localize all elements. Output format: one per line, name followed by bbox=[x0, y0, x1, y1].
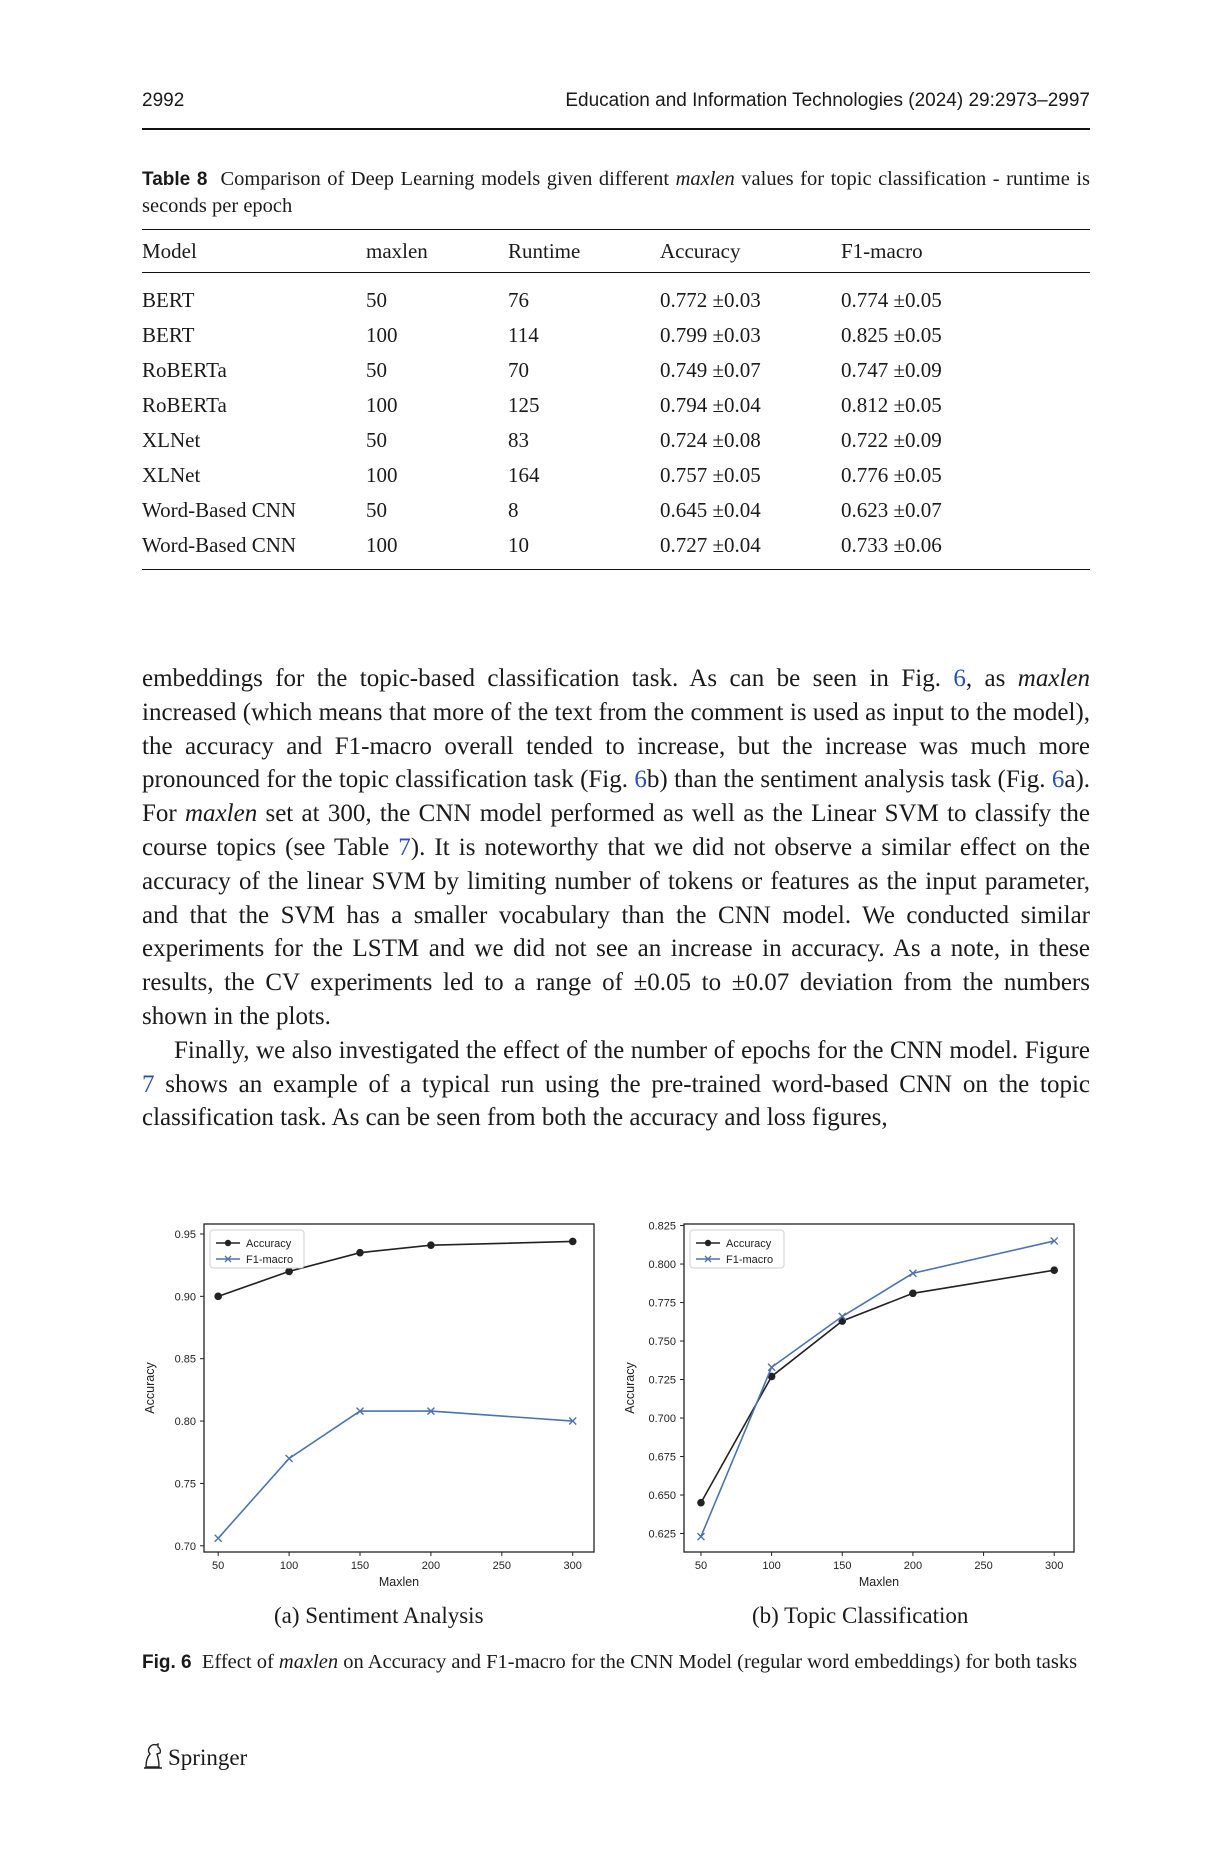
figure-link[interactable]: 6 bbox=[634, 766, 647, 794]
x-tick-label: 150 bbox=[350, 1560, 370, 1572]
y-tick-label: 0.800 bbox=[648, 1259, 676, 1272]
x-tick-label: 150 bbox=[833, 1560, 852, 1572]
body-text bbox=[142, 662, 1090, 1135]
page-header bbox=[142, 90, 1090, 130]
y-tick-label: 0.85 bbox=[174, 1353, 196, 1366]
table-caption bbox=[142, 166, 1090, 220]
figure-label: Fig. 6 bbox=[142, 1652, 192, 1673]
table-header-row bbox=[142, 230, 1090, 273]
x-tick-label: 200 bbox=[421, 1560, 441, 1572]
table-cell: 0.645 ±0.04 bbox=[660, 498, 761, 522]
column-header: Runtime bbox=[508, 230, 660, 273]
x-axis-label: Maxlen bbox=[378, 1575, 420, 1589]
plot-area bbox=[204, 1224, 594, 1552]
figure-caption-emphasis: maxlen bbox=[278, 1651, 339, 1673]
table-cell: RoBERTa bbox=[142, 393, 227, 417]
figure-caption-text-1: Effect of bbox=[201, 1651, 274, 1673]
page-footer bbox=[142, 1743, 247, 1771]
table-cell: 83 bbox=[508, 428, 529, 452]
column-header: Accuracy bbox=[660, 230, 841, 273]
column-header: F1-macro bbox=[841, 230, 1090, 273]
table-cell: 100 bbox=[366, 528, 508, 570]
table-cell: 50 bbox=[366, 288, 387, 312]
table-label: Table 8 bbox=[142, 169, 208, 190]
table-cell: 50 bbox=[366, 498, 387, 522]
data-point bbox=[569, 1238, 577, 1246]
journal-reference: Education and Information Technologies (2024) 29:2973–2997 bbox=[565, 90, 1090, 111]
x-tick-label: 250 bbox=[974, 1560, 993, 1572]
table-caption-text-2: values for topic classification - runtime is seconds per epoch bbox=[142, 168, 1091, 217]
table-cell: 100 bbox=[366, 393, 398, 417]
table-row bbox=[142, 388, 1090, 423]
table-cell: 164 bbox=[508, 463, 540, 487]
publisher-name: Springer bbox=[168, 1745, 248, 1770]
table-link[interactable]: 7 bbox=[398, 833, 411, 861]
table-cell: 0.727 ±0.04 bbox=[660, 528, 841, 570]
results-table bbox=[142, 229, 1090, 570]
table-cell: 0.825 ±0.05 bbox=[841, 323, 942, 347]
table-cell: 50 bbox=[366, 428, 387, 452]
table-cell: 50 bbox=[366, 358, 387, 382]
table-caption-text-1: Comparison of Deep Learning models given different bbox=[220, 168, 670, 190]
x-tick-label: 50 bbox=[694, 1560, 708, 1572]
data-point bbox=[427, 1241, 435, 1249]
paragraph: embeddings for the topic-based classification task. As can be seen in Fig. 6, as maxlen increased (which means that more of the text from the comment is used as input to the model), the accuracy and F1-macro overall tended to increase, but the increase was much more pronounced for the topic classification task (Fig. 6b) than the sentiment analysis task (Fig. 6a). For maxlen set at 300, the CNN model performed as well as the Linear SVM to classify the course topics (see Table 7). It is noteworthy that we did not observe a similar effect on the accuracy of the linear SVM by limiting number of tokens or features as the input parameter, and that the SVM has a smaller vocabulary than the CNN model. We conducted similar experiments for the LSTM and we did not see an increase in accuracy. As a note, in these results, the CV experiments led to a range of ±0.05 to ±0.07 deviation from the numbers shown in the plots. bbox=[142, 665, 1091, 1030]
table-cell: 0.733 ±0.06 bbox=[841, 528, 1090, 570]
y-tick-label: 0.95 bbox=[174, 1228, 196, 1241]
x-axis-label: Maxlen bbox=[858, 1575, 900, 1589]
table-cell: 0.747 ±0.09 bbox=[841, 358, 942, 382]
table-row bbox=[142, 423, 1090, 458]
y-axis-label: Accuracy bbox=[143, 1362, 157, 1414]
y-tick-label: 0.70 bbox=[174, 1540, 196, 1553]
data-point bbox=[697, 1499, 705, 1507]
table-cell: 0.757 ±0.05 bbox=[660, 463, 761, 487]
table-cell: 0.812 ±0.05 bbox=[841, 393, 942, 417]
data-point bbox=[909, 1289, 917, 1297]
legend bbox=[690, 1230, 784, 1268]
y-tick-label: 0.775 bbox=[648, 1297, 676, 1310]
table-cell: 0.776 ±0.05 bbox=[841, 463, 942, 487]
legend-entry: Accuracy bbox=[246, 1238, 292, 1250]
legend-entry: Accuracy bbox=[726, 1238, 772, 1250]
table-row bbox=[142, 528, 1090, 570]
subfigure-caption-b: (b) Topic Classification bbox=[752, 1603, 969, 1628]
table-cell: RoBERTa bbox=[142, 358, 227, 382]
table-row bbox=[142, 353, 1090, 388]
table-row bbox=[142, 318, 1090, 353]
figure-link[interactable]: 6 bbox=[1051, 766, 1065, 794]
table-cell: BERT bbox=[142, 323, 195, 347]
data-point bbox=[285, 1268, 293, 1276]
subfigure-caption-a: (a) Sentiment Analysis bbox=[274, 1603, 484, 1628]
table-cell: 70 bbox=[508, 358, 529, 382]
y-tick-label: 0.625 bbox=[648, 1528, 676, 1541]
table-row bbox=[142, 273, 1090, 319]
table-row bbox=[142, 493, 1090, 528]
chart-sentiment-analysis bbox=[140, 1200, 600, 1589]
table-cell: BERT bbox=[142, 288, 195, 312]
table-cell: 10 bbox=[508, 528, 660, 570]
page-number: 2992 bbox=[142, 90, 185, 111]
table-cell: 100 bbox=[366, 463, 398, 487]
figure-caption bbox=[142, 1649, 1090, 1676]
x-tick-label: 100 bbox=[762, 1560, 781, 1572]
figure-link[interactable]: 6 bbox=[953, 665, 966, 692]
y-axis-label: Accuracy bbox=[623, 1362, 637, 1414]
x-tick-label: 300 bbox=[563, 1560, 582, 1572]
springer-horse-icon bbox=[142, 1743, 164, 1769]
y-tick-label: 0.80 bbox=[174, 1416, 196, 1429]
data-point bbox=[1050, 1266, 1058, 1274]
table-cell: 0.749 ±0.07 bbox=[660, 358, 761, 382]
y-tick-label: 0.650 bbox=[648, 1490, 676, 1503]
table-cell: 0.774 ±0.05 bbox=[841, 288, 942, 312]
table-cell: 0.799 ±0.03 bbox=[660, 323, 761, 347]
table-cell: XLNet bbox=[142, 463, 201, 487]
x-tick-label: 200 bbox=[903, 1560, 923, 1572]
y-tick-label: 0.825 bbox=[648, 1220, 676, 1233]
column-header: Model bbox=[142, 230, 366, 273]
table-row bbox=[142, 458, 1090, 493]
x-tick-label: 300 bbox=[1045, 1560, 1064, 1572]
table-cell: 125 bbox=[508, 393, 540, 417]
legend-entry: F1-macro bbox=[246, 1254, 294, 1266]
table-cell: Word-Based CNN bbox=[142, 498, 297, 522]
column-header: maxlen bbox=[366, 230, 508, 273]
x-tick-label: 250 bbox=[492, 1560, 511, 1572]
table-cell: 0.772 ±0.03 bbox=[660, 288, 761, 312]
table-cell: 0.623 ±0.07 bbox=[841, 498, 942, 522]
figure-link[interactable]: 7 bbox=[142, 1070, 155, 1098]
emphasis: maxlen bbox=[185, 800, 258, 828]
y-tick-label: 0.675 bbox=[648, 1451, 676, 1464]
table-cell: 0.794 ±0.04 bbox=[660, 393, 761, 417]
table-cell: 8 bbox=[508, 498, 519, 522]
table-cell: 100 bbox=[366, 323, 398, 347]
legend bbox=[210, 1230, 304, 1268]
y-tick-label: 0.725 bbox=[648, 1374, 676, 1387]
data-point bbox=[214, 1293, 222, 1301]
x-tick-label: 100 bbox=[279, 1560, 299, 1572]
paragraph: Finally, we also investigated the effect of the number of epochs for the CNN model. Figure 7 shows an example of a typical run using the pre-trained word-based CNN on the topic classification task. As can be seen from both the accuracy and loss figures, bbox=[142, 1036, 1090, 1132]
chart-topic-classification bbox=[620, 1200, 1080, 1589]
y-tick-label: 0.75 bbox=[174, 1478, 196, 1491]
y-tick-label: 0.700 bbox=[648, 1413, 676, 1426]
table-cell: 114 bbox=[508, 323, 539, 347]
legend-entry: F1-macro bbox=[726, 1254, 774, 1266]
x-tick-label: 50 bbox=[212, 1560, 225, 1572]
table-cell: 0.724 ±0.08 bbox=[660, 428, 761, 452]
plot-area bbox=[684, 1224, 1074, 1552]
table-cell: XLNet bbox=[142, 428, 201, 452]
y-tick-label: 0.750 bbox=[648, 1336, 676, 1349]
data-point bbox=[356, 1249, 364, 1257]
table-cell: Word-Based CNN bbox=[142, 528, 366, 570]
y-tick-label: 0.90 bbox=[174, 1291, 196, 1304]
emphasis: maxlen bbox=[1017, 665, 1090, 692]
table-cell: 76 bbox=[508, 288, 529, 312]
figure-caption-text-2: on Accuracy and F1-macro for the CNN Model (regular word embeddings) for both tasks bbox=[343, 1651, 1078, 1673]
table-cell: 0.722 ±0.09 bbox=[841, 428, 942, 452]
table-caption-emphasis: maxlen bbox=[675, 168, 735, 190]
